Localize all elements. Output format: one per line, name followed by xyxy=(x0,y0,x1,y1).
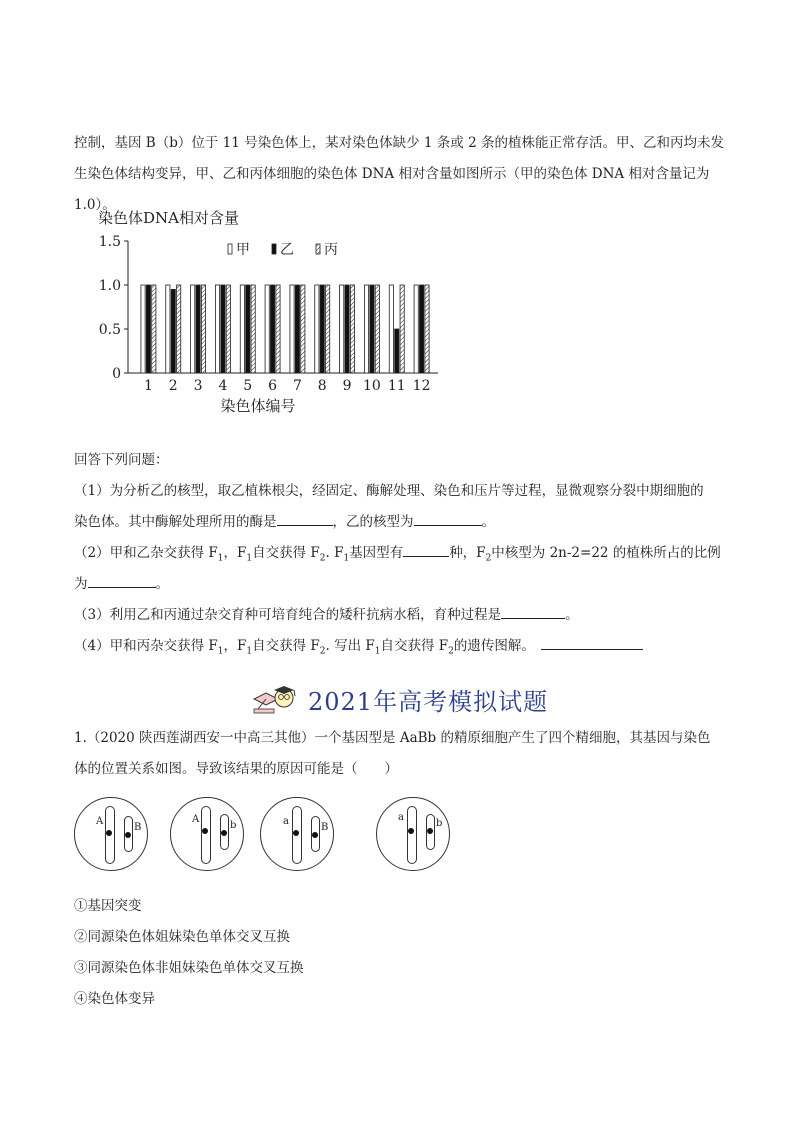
bar-丙-9 xyxy=(350,285,354,373)
question-4: （4）甲和丙杂交获得 $F_1$，$F_1$自交获得 $F_2$. 写出 $F_1$自交获得 $F_2$的遗传图解。 xyxy=(74,634,643,657)
bar-甲-10 xyxy=(364,285,368,373)
y-tick-label: 1.0 xyxy=(98,278,121,294)
legend-swatch xyxy=(316,244,320,254)
bar-丙-10 xyxy=(375,285,379,373)
y-tick-label: 1.5 xyxy=(98,234,121,250)
problem-1-line-2: 体的位置关系如图。导致该结果的原因可能是（ ） xyxy=(74,761,398,777)
legend-label: 乙 xyxy=(280,242,294,258)
chromosome-long xyxy=(407,806,417,864)
gene-label: a xyxy=(283,816,289,827)
x-tick-label: 7 xyxy=(292,378,302,394)
bar-甲-1 xyxy=(141,285,145,373)
x-tick-label: 4 xyxy=(218,378,228,394)
sperm-cell-2 xyxy=(170,797,244,871)
bar-乙-7 xyxy=(295,285,299,373)
q1-text-b: ，乙的核型为 xyxy=(332,514,414,530)
x-tick-label: 11 xyxy=(387,378,406,394)
x-tick-label: 3 xyxy=(193,378,203,394)
option-3: ③同源染色体非姐妹染色单体交叉互换 xyxy=(74,960,304,976)
bar-丙-4 xyxy=(226,285,230,373)
bar-乙-4 xyxy=(221,285,225,373)
bar-乙-9 xyxy=(345,285,349,373)
dna-content-bar-chart xyxy=(92,203,452,418)
option-1: ①基因突变 xyxy=(74,898,142,914)
bar-甲-4 xyxy=(215,285,219,373)
chromosome-long xyxy=(201,806,211,864)
bar-丙-5 xyxy=(251,285,255,373)
intro-line-2: 生染色体结构变异，甲、乙和丙体细胞的染色体 DNA 相对含量如图所示（甲的染色体 DNA 相对含量记为 xyxy=(74,166,710,182)
bar-甲-8 xyxy=(315,285,319,373)
bar-甲-7 xyxy=(290,285,294,373)
sperm-cell-4 xyxy=(376,797,450,871)
bar-丙-1 xyxy=(152,285,156,373)
x-tick-label: 5 xyxy=(243,378,253,394)
bar-丙-7 xyxy=(301,285,305,373)
graduation-cap-icon xyxy=(252,685,300,715)
questions-header: 回答下列问题： xyxy=(74,452,169,468)
legend-label: 丙 xyxy=(324,242,338,258)
x-tick-label: 6 xyxy=(268,378,278,394)
x-tick-label: 8 xyxy=(317,378,327,394)
question-2-line-1: （2）甲和乙杂交获得 $F_1$，$F_1$自交获得 $F_2$. $F_1$基因型有 种，$F_2$中核型为 2n-2=22 的植株所占的比例 xyxy=(74,545,721,564)
question-1-line-2: 染色体。其中酶解处理所用的酶是 ，乙的核型为 。 xyxy=(74,514,495,530)
y-tick-label: 0 xyxy=(112,366,121,382)
section-banner xyxy=(252,682,548,717)
question-3: （3）利用乙和丙通过杂交育种可培育纯合的矮秆抗病水稻，育种过程是 。 xyxy=(74,607,579,623)
bar-乙-5 xyxy=(246,285,250,373)
gene-label: A xyxy=(192,814,200,825)
answer-blank-karyotype[interactable] xyxy=(414,513,482,526)
bar-乙-2 xyxy=(171,289,175,373)
gene-label: B xyxy=(321,822,329,833)
answer-blank-enzyme[interactable] xyxy=(277,513,333,526)
bar-丙-2 xyxy=(177,285,181,373)
gene-label: b xyxy=(230,820,237,831)
legend-swatch xyxy=(272,244,276,254)
question-2-line-2: 为 。 xyxy=(74,576,169,592)
option-4: ④染色体变异 xyxy=(74,991,155,1007)
banner-title: 2021年高考模拟试题 xyxy=(308,688,549,716)
x-tick-label: 10 xyxy=(363,378,381,394)
gene-label: b xyxy=(436,818,443,829)
legend-label: 甲 xyxy=(236,242,250,258)
intro-line-3: 1.0）。 xyxy=(74,197,116,213)
bar-乙-10 xyxy=(370,285,374,373)
sperm-cell-3 xyxy=(260,797,334,871)
bar-乙-3 xyxy=(196,285,200,373)
bar-丙-8 xyxy=(326,285,330,373)
bar-乙-8 xyxy=(320,285,324,373)
gene-label: B xyxy=(134,822,142,833)
bar-丙-6 xyxy=(276,285,280,373)
legend-swatch xyxy=(228,244,232,254)
bar-丙-11 xyxy=(400,285,404,373)
bar-甲-9 xyxy=(340,285,344,373)
bar-乙-11 xyxy=(395,329,399,373)
bar-乙-12 xyxy=(419,285,423,373)
bar-甲-5 xyxy=(240,285,244,373)
x-tick-label: 12 xyxy=(412,378,431,394)
bar-丙-3 xyxy=(201,285,205,373)
x-axis-label: 染色体编号 xyxy=(220,397,296,415)
answer-blank-breeding-process[interactable] xyxy=(501,606,565,619)
intro-line-1: 控制，基因 B（b）位于 11 号染色体上，某对染色体缺少 1 条或 2 条的植株能正常存活。甲、乙和丙均未发 xyxy=(74,135,724,151)
x-tick-label: 2 xyxy=(168,378,178,394)
question-1-line-1: （1）为分析乙的核型，取乙植株根尖，经固定、酶解处理、染色和压片等过程，显微观察分裂中期细胞的 xyxy=(74,483,704,499)
y-tick-label: 0.5 xyxy=(98,322,121,338)
x-tick-label: 9 xyxy=(342,378,352,394)
option-2: ②同源染色体姐妹染色单体交叉互换 xyxy=(74,929,290,945)
gene-label: a xyxy=(398,812,404,823)
q1-text-a: 染色体。其中酶解处理所用的酶是 xyxy=(74,514,277,530)
sperm-cell-1 xyxy=(74,797,148,871)
bar-甲-12 xyxy=(414,285,418,373)
chart-title: 染色体DNA相对含量 xyxy=(98,209,239,227)
bar-乙-1 xyxy=(146,285,150,373)
x-tick-label: 1 xyxy=(143,378,153,394)
bar-甲-3 xyxy=(191,285,195,373)
answer-blank-genetic-diagram[interactable] xyxy=(541,637,643,650)
bar-丙-12 xyxy=(425,285,429,373)
bar-甲-11 xyxy=(389,285,393,373)
bar-乙-6 xyxy=(270,285,274,373)
bar-甲-2 xyxy=(166,285,170,373)
answer-blank-genotype-count[interactable] xyxy=(403,544,449,557)
bar-甲-6 xyxy=(265,285,269,373)
problem-1-line-1: 1.（2020 陕西莲湖西安一中高三其他）一个基因型是 AaBb 的精原细胞产生了四个精细胞，其基因与染色 xyxy=(74,730,711,746)
answer-blank-ratio[interactable] xyxy=(88,575,156,588)
gene-label: A xyxy=(96,816,104,827)
